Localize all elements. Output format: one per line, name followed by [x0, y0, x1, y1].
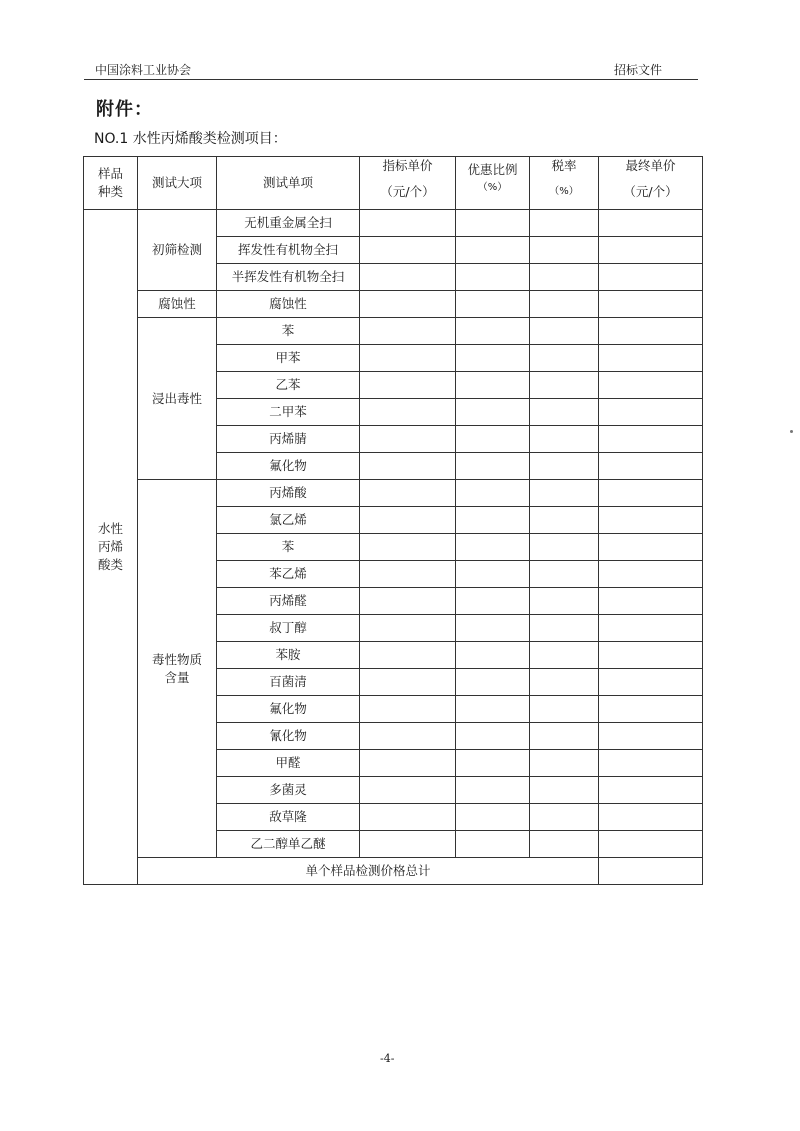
test-item-cell: 乙苯 [217, 372, 360, 399]
tax-cell[interactable] [530, 831, 599, 858]
total-row [84, 858, 703, 885]
unit-price-cell[interactable] [360, 696, 456, 723]
tax-cell[interactable] [530, 237, 599, 264]
unit-price-cell[interactable] [360, 615, 456, 642]
test-item-cell: 甲醛 [217, 750, 360, 777]
unit-price-cell[interactable] [360, 723, 456, 750]
discount-cell[interactable] [456, 237, 530, 264]
test-item-cell: 丙烯酸 [217, 480, 360, 507]
table-row [84, 291, 703, 318]
test-item-cell: 氯乙烯 [217, 507, 360, 534]
test-item-cell: 敌草隆 [217, 804, 360, 831]
final-price-cell[interactable] [599, 372, 703, 399]
test-item-cell: 氟化物 [217, 696, 360, 723]
category-cell: 腐蚀性 [138, 291, 217, 318]
tax-cell[interactable] [530, 453, 599, 480]
unit-price-cell[interactable] [360, 318, 456, 345]
tax-cell[interactable] [530, 615, 599, 642]
tax-cell[interactable] [530, 291, 599, 318]
scan-speck [790, 430, 793, 433]
col-header-unit-price: 指标单价 （元/个） [360, 157, 456, 210]
discount-cell[interactable] [456, 399, 530, 426]
attachment-heading: 附件： [96, 99, 153, 120]
discount-cell[interactable] [456, 345, 530, 372]
test-item-cell: 氰化物 [217, 723, 360, 750]
tax-cell[interactable] [530, 318, 599, 345]
table-row [84, 318, 703, 345]
discount-cell[interactable] [456, 534, 530, 561]
col-header-discount: 优惠比例 （%） [456, 157, 530, 210]
test-item-cell: 叔丁醇 [217, 615, 360, 642]
tax-cell[interactable] [530, 426, 599, 453]
discount-cell[interactable] [456, 291, 530, 318]
discount-cell[interactable] [456, 777, 530, 804]
unit-price-cell[interactable] [360, 210, 456, 237]
final-price-cell[interactable] [599, 777, 703, 804]
discount-cell[interactable] [456, 426, 530, 453]
col-header-sample-type: 样品 种类 [84, 157, 138, 210]
tax-cell[interactable] [530, 372, 599, 399]
final-price-cell[interactable] [599, 507, 703, 534]
header-organization: 中国涂料工业协会 [95, 63, 192, 77]
unit-price-cell[interactable] [360, 588, 456, 615]
unit-price-cell[interactable] [360, 480, 456, 507]
test-item-cell: 丙烯腈 [217, 426, 360, 453]
final-price-cell[interactable] [599, 642, 703, 669]
final-price-cell[interactable] [599, 453, 703, 480]
discount-cell[interactable] [456, 615, 530, 642]
table-row [84, 210, 703, 237]
col-header-category: 测试大项 [138, 157, 217, 210]
category-cell: 初筛检测 [138, 210, 217, 291]
tax-cell[interactable] [530, 642, 599, 669]
discount-cell[interactable] [456, 561, 530, 588]
test-item-cell: 甲苯 [217, 345, 360, 372]
discount-cell[interactable] [456, 372, 530, 399]
unit-price-cell[interactable] [360, 399, 456, 426]
unit-price-cell[interactable] [360, 561, 456, 588]
tax-cell[interactable] [530, 534, 599, 561]
unit-price-cell[interactable] [360, 372, 456, 399]
final-price-cell[interactable] [599, 804, 703, 831]
final-price-cell[interactable] [599, 588, 703, 615]
final-price-cell[interactable] [599, 723, 703, 750]
tax-cell[interactable] [530, 804, 599, 831]
discount-cell[interactable] [456, 723, 530, 750]
col-header-tax: 税率 （%） [530, 157, 599, 210]
final-price-cell[interactable] [599, 318, 703, 345]
test-item-cell: 苯 [217, 318, 360, 345]
tax-cell[interactable] [530, 723, 599, 750]
tax-cell[interactable] [530, 210, 599, 237]
discount-cell[interactable] [456, 642, 530, 669]
test-items-table [83, 156, 703, 885]
unit-price-cell[interactable] [360, 669, 456, 696]
test-item-cell: 挥发性有机物全扫 [217, 237, 360, 264]
total-label: 单个样品检测价格总计 [138, 858, 599, 885]
final-price-cell[interactable] [599, 831, 703, 858]
unit-price-cell[interactable] [360, 426, 456, 453]
test-item-cell: 多菌灵 [217, 777, 360, 804]
tax-cell[interactable] [530, 669, 599, 696]
final-price-cell[interactable] [599, 426, 703, 453]
discount-cell[interactable] [456, 588, 530, 615]
discount-cell[interactable] [456, 669, 530, 696]
test-item-cell: 丙烯醛 [217, 588, 360, 615]
unit-price-cell[interactable] [360, 237, 456, 264]
test-item-cell: 苯乙烯 [217, 561, 360, 588]
discount-cell[interactable] [456, 453, 530, 480]
test-item-cell: 氟化物 [217, 453, 360, 480]
unit-price-cell[interactable] [360, 345, 456, 372]
table-header-row [84, 157, 703, 210]
discount-cell[interactable] [456, 264, 530, 291]
final-price-cell[interactable] [599, 669, 703, 696]
unit-price-cell[interactable] [360, 507, 456, 534]
discount-cell[interactable] [456, 507, 530, 534]
col-header-item: 测试单项 [217, 157, 360, 210]
test-item-cell: 苯 [217, 534, 360, 561]
category-cell: 毒性物质 含量 [138, 480, 217, 858]
final-price-cell[interactable] [599, 264, 703, 291]
tax-cell[interactable] [530, 750, 599, 777]
table-row [84, 480, 703, 507]
category-cell: 浸出毒性 [138, 318, 217, 480]
page-number: -4- [380, 1052, 395, 1065]
final-price-cell[interactable] [599, 750, 703, 777]
final-price-cell[interactable] [599, 561, 703, 588]
tax-cell[interactable] [530, 345, 599, 372]
table-subtitle: NO.1 水性丙烯酸类检测项目： [94, 131, 287, 147]
unit-price-cell[interactable] [360, 804, 456, 831]
unit-price-cell[interactable] [360, 453, 456, 480]
final-price-cell[interactable] [599, 291, 703, 318]
test-item-cell: 百菌清 [217, 669, 360, 696]
header-document-type: 招标文件 [614, 63, 663, 77]
unit-price-cell[interactable] [360, 750, 456, 777]
unit-price-cell[interactable] [360, 264, 456, 291]
total-price-cell[interactable] [599, 858, 703, 885]
discount-cell[interactable] [456, 696, 530, 723]
sample-type-cell: 水性 丙烯 酸类 [84, 210, 138, 885]
unit-price-cell[interactable] [360, 642, 456, 669]
tax-cell[interactable] [530, 399, 599, 426]
tax-cell[interactable] [530, 588, 599, 615]
final-price-cell[interactable] [599, 615, 703, 642]
tax-cell[interactable] [530, 507, 599, 534]
discount-cell[interactable] [456, 210, 530, 237]
unit-price-cell[interactable] [360, 831, 456, 858]
final-price-cell[interactable] [599, 696, 703, 723]
final-price-cell[interactable] [599, 210, 703, 237]
test-item-cell: 半挥发性有机物全扫 [217, 264, 360, 291]
discount-cell[interactable] [456, 318, 530, 345]
test-item-cell: 乙二醇单乙醚 [217, 831, 360, 858]
test-item-cell: 腐蚀性 [217, 291, 360, 318]
tax-cell[interactable] [530, 480, 599, 507]
discount-cell[interactable] [456, 480, 530, 507]
test-item-cell: 苯胺 [217, 642, 360, 669]
tax-cell[interactable] [530, 264, 599, 291]
discount-cell[interactable] [456, 804, 530, 831]
tax-cell[interactable] [530, 696, 599, 723]
col-header-final-price: 最终单价 （元/个） [599, 157, 703, 210]
discount-cell[interactable] [456, 750, 530, 777]
final-price-cell[interactable] [599, 399, 703, 426]
test-item-cell: 二甲苯 [217, 399, 360, 426]
tax-cell[interactable] [530, 777, 599, 804]
test-item-cell: 无机重金属全扫 [217, 210, 360, 237]
unit-price-cell[interactable] [360, 291, 456, 318]
discount-cell[interactable] [456, 831, 530, 858]
unit-price-cell[interactable] [360, 534, 456, 561]
final-price-cell[interactable] [599, 237, 703, 264]
final-price-cell[interactable] [599, 480, 703, 507]
final-price-cell[interactable] [599, 534, 703, 561]
tax-cell[interactable] [530, 561, 599, 588]
header-rule [84, 79, 698, 80]
unit-price-cell[interactable] [360, 777, 456, 804]
final-price-cell[interactable] [599, 345, 703, 372]
